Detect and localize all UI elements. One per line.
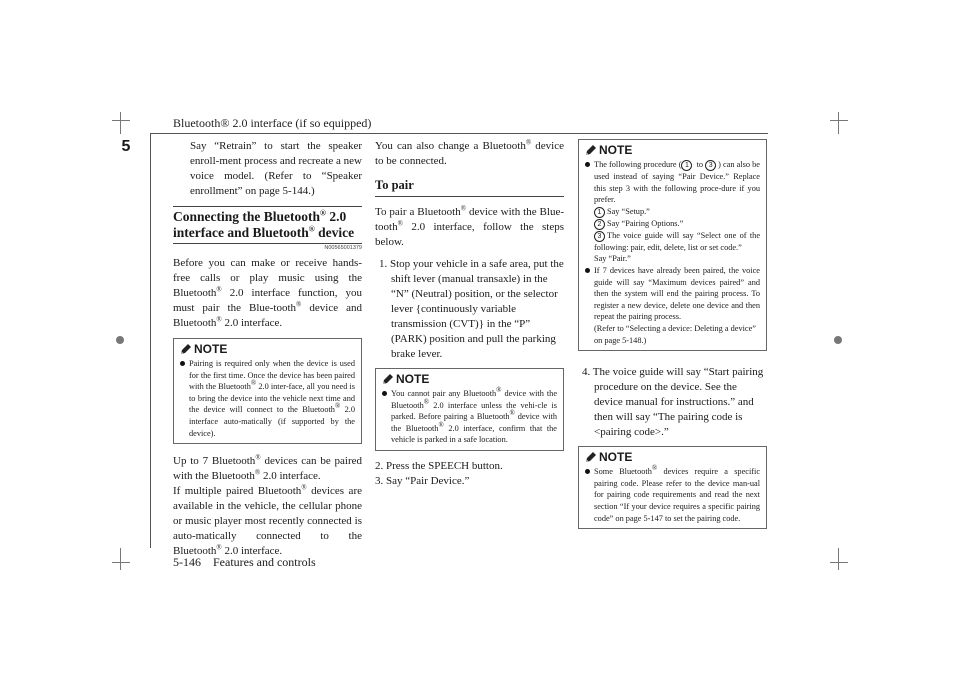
- page-header: Bluetooth® 2.0 interface (if so equipped): [173, 116, 372, 130]
- note-box-procedure: [578, 139, 767, 351]
- note-pencil-icon: [382, 373, 394, 385]
- sub-step-3: 3 The voice guide will say “Select one of the following: pair, edit, delete, list or set code.”: [594, 230, 760, 252]
- note-bullet-procedure: The following procedure ( 1 to 3 ) can also be used instead of saying “Pair Device.” Replace this step 3 with the following proce-dure if you prefer.: [585, 159, 760, 206]
- crop-mark-tl-h: [112, 120, 130, 121]
- crop-mark-br-v: [838, 548, 839, 570]
- section-code: N00565001379: [324, 245, 362, 251]
- paragraph-change-device: You can also change a Bluetooth® device to be connected.: [375, 138, 564, 167]
- header-rule: [150, 133, 768, 134]
- step-4: 4. The voice guide will say “Start pairing procedure on the device. See the device manual for instructions.” and then will say “The pairing code is <pairing code>.”: [582, 366, 764, 439]
- sub-step-1: 1 Say “Setup.”: [585, 206, 760, 218]
- column-2: [375, 139, 564, 489]
- step-1: 1. Stop your vehicle in a safe area, put the shift lever (manual transaxle) in the “N” (Neutral) position, or the selector lever {continuously variable transmission (CVT)} in the “P” (PARK) position and pull the parking brake lever.: [379, 258, 564, 360]
- crop-mark-mr: [834, 336, 842, 344]
- paragraph-pair-requirement: Before you can make or receive hands-free calls or play music using the Bluetooth® 2.0 interface function, you must pair the Blue-tooth® device and Bluetooth® 2.0 interface.: [173, 257, 362, 329]
- footer-section: Features and controls: [213, 555, 316, 569]
- sub-step-4: Say “Pair.”: [594, 254, 631, 264]
- crop-mark-bl-h: [112, 562, 130, 563]
- note-pencil-icon: [585, 451, 597, 463]
- note-bullet-max-paired: If 7 devices have already been paired, the voice guide will say “Maximum devices paired” and then the system will end the pairing process. To register a new device, delete one device and then repeat the pairing process.: [585, 265, 760, 323]
- crop-mark-br-h: [830, 562, 848, 563]
- paragraph-multiple-devices: If multiple paired Bluetooth® devices are available in the vehicle, the cellular phone or music player most recently connected is auto-matically connected to the Bluetooth® 2.0 interface.: [173, 483, 362, 558]
- note-bullet: Pairing is required only when the device is used for the first time. Once the device has been paired with the Bluetooth® 2.0 inter-face, all you need is to bring the device into the vehicle next time and the device will connect to the Bluetooth® 2.0 interface auto-matically (if supported by the device).: [180, 358, 355, 439]
- paragraph-max-devices: Up to 7 Bluetooth® devices can be paired with the Bluetooth® 2.0 interface.: [173, 453, 362, 483]
- note-pencil-icon: [180, 343, 192, 355]
- note-box-parked: [375, 368, 564, 451]
- subheading-to-pair: To pair: [375, 175, 564, 197]
- step-3: 3. Say “Pair Device.”: [375, 474, 470, 487]
- crop-mark-bl-v: [120, 548, 121, 570]
- paragraph-to-pair: To pair a Bluetooth® device with the Blue-tooth® 2.0 interface, follow the steps below.: [375, 204, 564, 248]
- note-pencil-icon: [585, 144, 597, 156]
- chapter-tab: 5: [121, 138, 131, 155]
- step-2: 2. Press the SPEECH button.: [375, 459, 503, 472]
- crop-mark-tr-v: [838, 112, 839, 134]
- circled-number-1: 1: [681, 160, 692, 171]
- note-bullet: You cannot pair any Bluetooth® device with the Bluetooth® 2.0 interface unless the vehi-cle is parked. Before pairing a Bluetooth® device with the Bluetooth® 2.0 interface, confirm that the vehicle is parked in a safe location.: [382, 388, 557, 446]
- note-box-pairing-code: [578, 446, 767, 529]
- section-title-connecting: Connecting the Bluetooth® 2.0 interface and Bluetooth® device: [173, 206, 362, 244]
- note-title: NOTE: [180, 341, 355, 357]
- note-title: NOTE: [382, 371, 557, 387]
- crop-mark-ml: [116, 336, 124, 344]
- sub-step-2: 2 Say “Pairing Options.”: [585, 218, 760, 230]
- side-bar: [150, 133, 151, 548]
- circled-number-3: 3: [705, 160, 716, 171]
- note-bullet-pairing-code: Some Bluetooth® devices require a specific pairing code. Please refer to the device man-ual for pairing code requirements and read the next section “If your device requires a specific pairing code” on page 5-147 to set the pairing code.: [585, 466, 760, 524]
- note-title: NOTE: [585, 449, 760, 465]
- crop-mark-tr-h: [830, 120, 848, 121]
- crop-mark-tl-v: [120, 112, 121, 134]
- column-3: [578, 139, 767, 537]
- note-reference: (Refer to “Selecting a device: Deleting a device” on page 5-148.): [594, 323, 756, 345]
- page-number: 5-146: [173, 555, 201, 569]
- column-1: [173, 139, 362, 559]
- note-title: NOTE: [585, 142, 760, 158]
- note-box-pairing: [173, 338, 362, 444]
- intro-text: Say “Retrain” to start the speaker enroll-ment process and recreate a new voice model. (Refer to “Speaker enrollment” on page 5-144.): [190, 140, 362, 197]
